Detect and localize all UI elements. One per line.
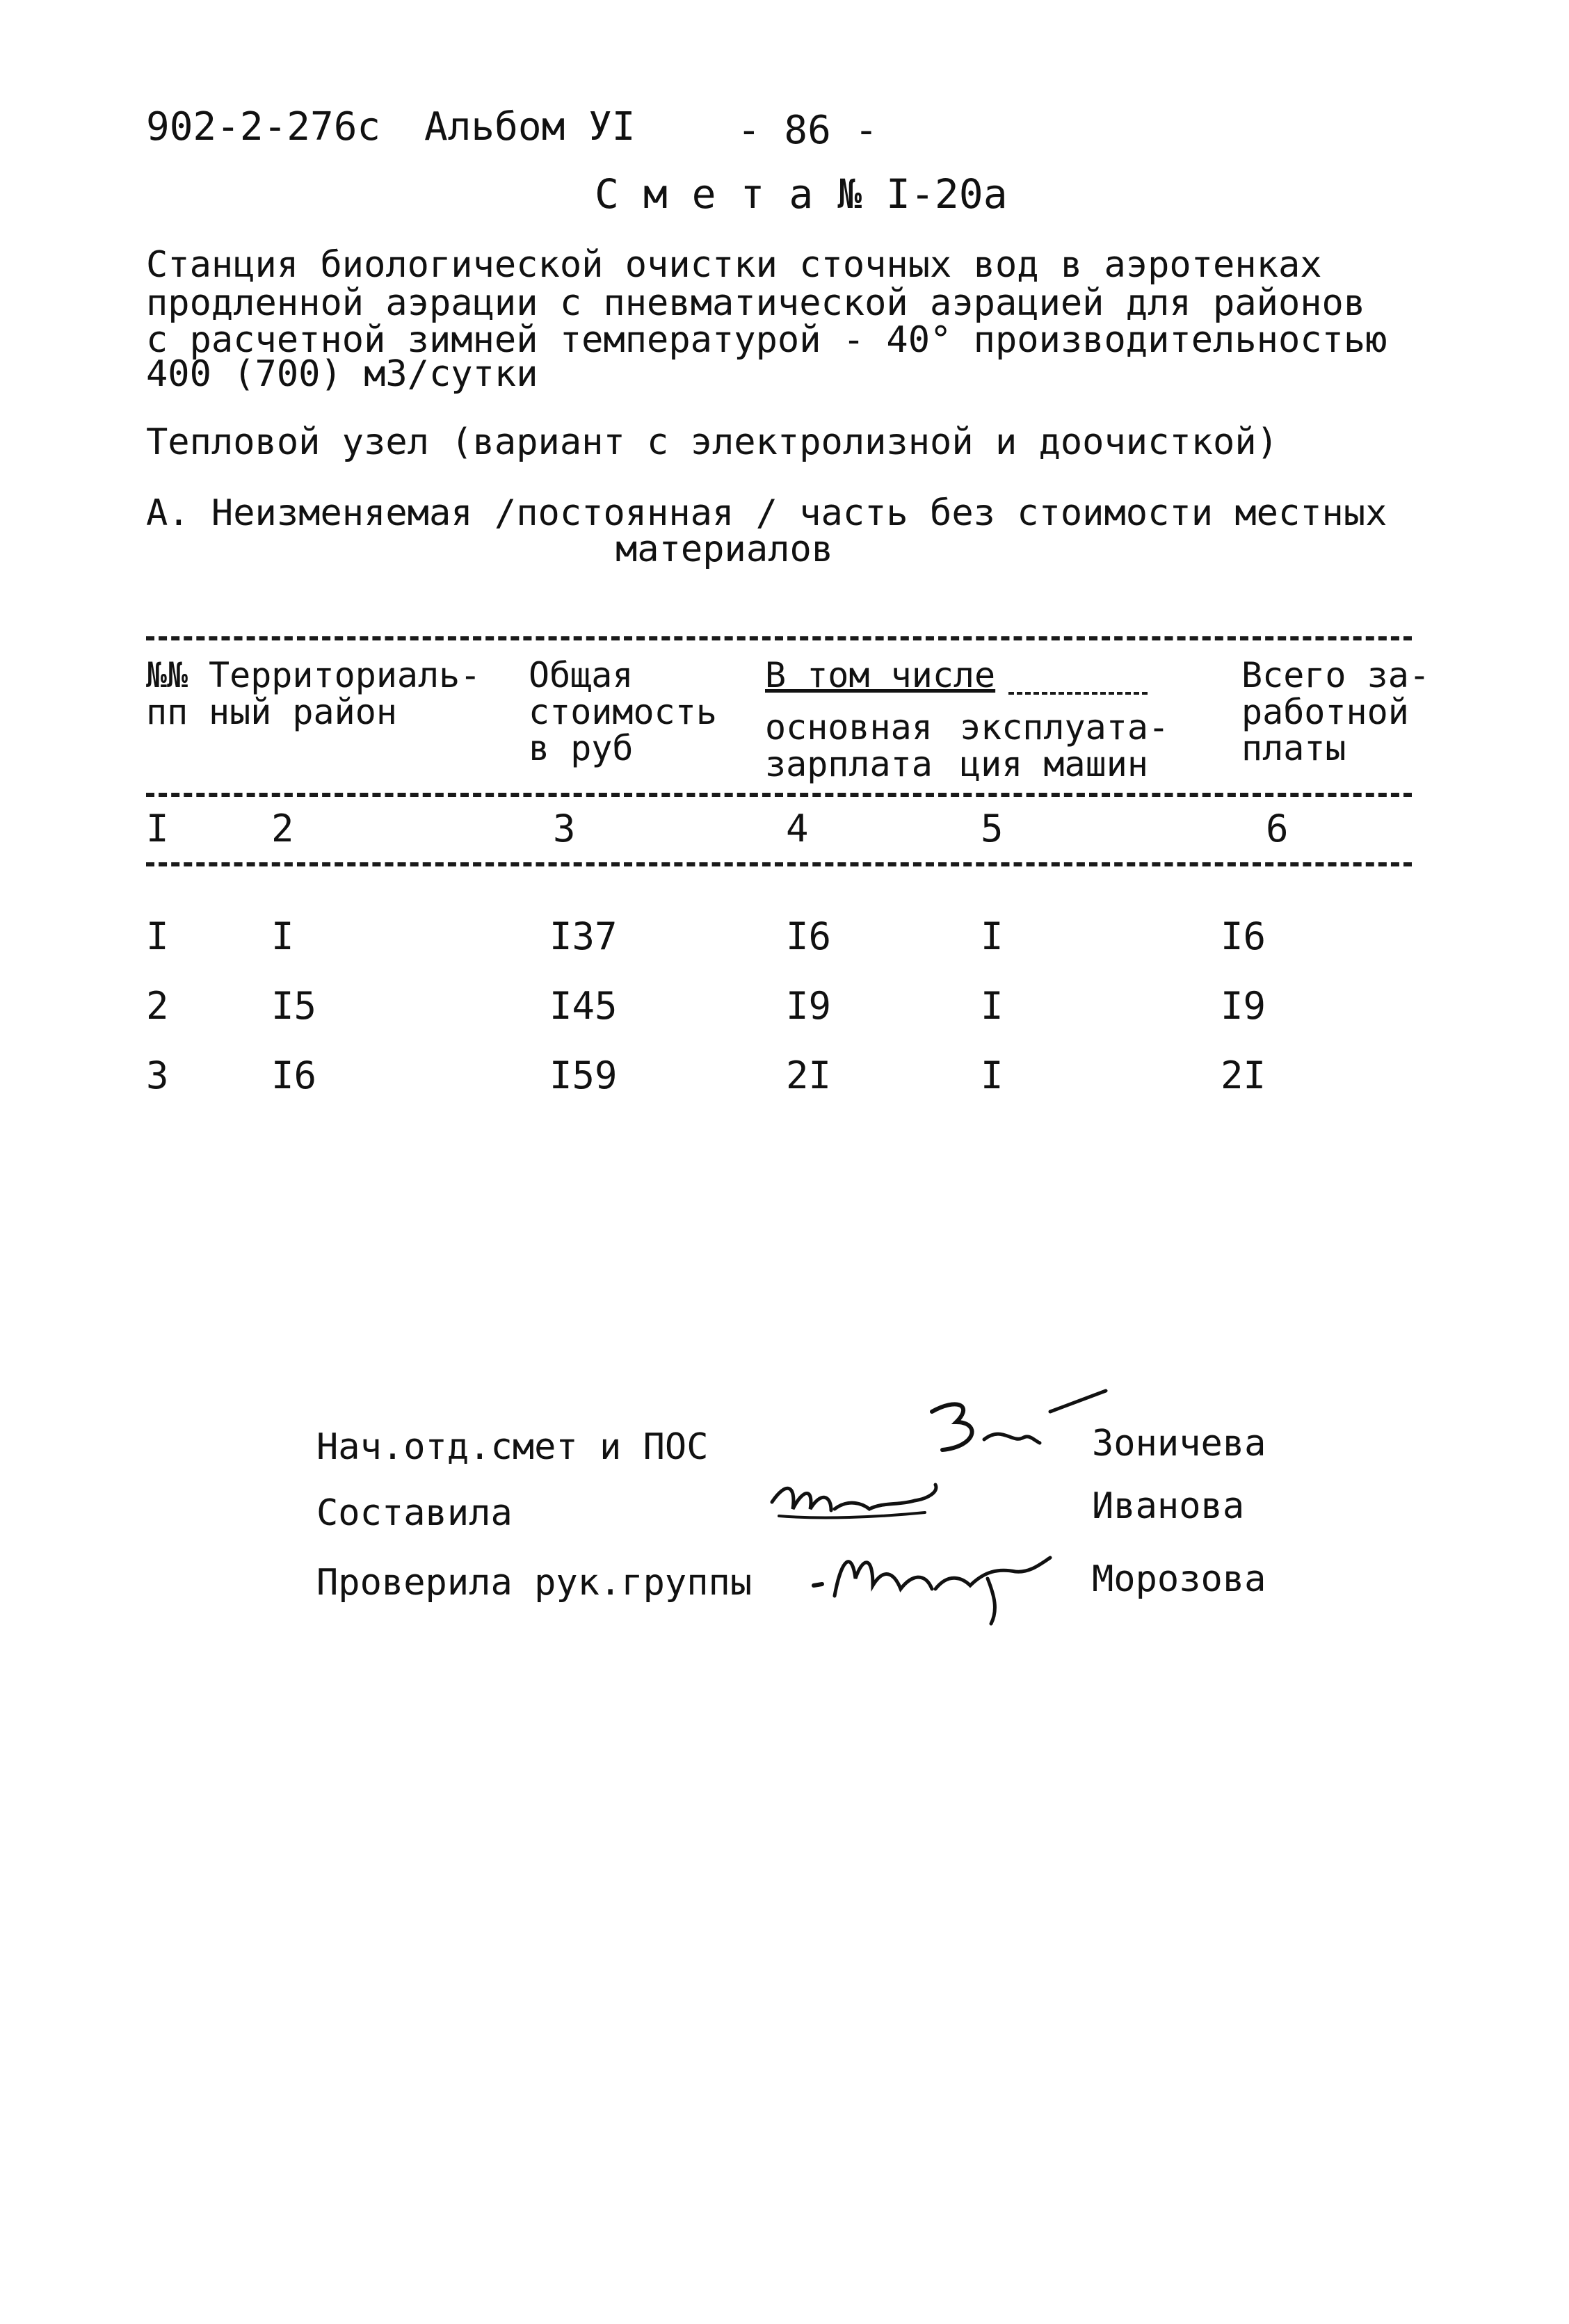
table-rule-top (146, 636, 1412, 640)
col-number-5: 5 (981, 807, 1004, 850)
row-1-salary: I6 (786, 914, 832, 958)
album-label: Альбом УI (424, 104, 636, 150)
signature-morozova (807, 1530, 1057, 1634)
description-line-3: с расчетной зимней температурой - 40° производительностью (146, 319, 1387, 361)
including-underline-dash (1008, 692, 1148, 695)
description-line-1: Станция биологической очистки сточных вод в аэротенках (146, 244, 1322, 286)
header-machine-operation: эксплуата- ция машин (960, 707, 1170, 784)
doc-code: 902-2-276c (146, 104, 381, 150)
col-number-6: 6 (1266, 807, 1289, 850)
row-1-total: I37 (549, 914, 618, 958)
col-number-4: 4 (786, 807, 809, 850)
row-1-machines: I (981, 914, 1004, 958)
subtitle: Тепловой узел (вариант с электролизной и доочисткой) (146, 421, 1278, 463)
header-basic-salary: основная зарплата (765, 707, 933, 784)
row-3-total: I59 (549, 1054, 618, 1097)
header-total-cost: Общая стоимость в руб (529, 655, 717, 768)
row-1-total-salary: I6 (1221, 914, 1266, 958)
section-line-1: А. Неизменяемая /постоянная / часть без стоимости местных (146, 492, 1387, 534)
header-total-salary: Всего за- работной платы (1241, 655, 1430, 768)
row-3-total-salary: 2I (1221, 1054, 1266, 1097)
row-2-num: 2 (146, 984, 169, 1028)
header-num: №№ пп (146, 655, 188, 732)
signature-name-3: Морозова (1092, 1558, 1266, 1600)
table-rule-numbers (146, 862, 1412, 866)
signature-name-2: Иванова (1092, 1485, 1245, 1527)
description-line-2: продленной аэрации с пневматической аэрацией для районов (146, 282, 1366, 324)
row-2-machines: I (981, 984, 1004, 1028)
header-including: В том числе (765, 655, 996, 695)
signature-role-1: Нач.отд.смет и ПОС (316, 1426, 709, 1468)
row-1-num: I (146, 914, 169, 958)
row-3-region: I6 (271, 1054, 317, 1097)
header-region: Территориаль- ный район (209, 655, 481, 732)
estimate-title: С м е т а № I-20а (595, 170, 1008, 218)
row-2-total: I45 (549, 984, 618, 1028)
page-number: - 86 - (737, 108, 878, 153)
col-number-2: 2 (271, 807, 294, 850)
row-2-region: I5 (271, 984, 317, 1028)
col-number-3: 3 (553, 807, 576, 850)
signature-role-2: Составила (316, 1492, 513, 1534)
row-2-salary: I9 (786, 984, 832, 1028)
signature-zonicheva (918, 1384, 1113, 1474)
row-3-salary: 2I (786, 1054, 832, 1097)
signature-name-1: Зоничева (1092, 1423, 1266, 1464)
description-line-4: 400 (700) м3/сутки (146, 353, 538, 395)
col-number-1: I (146, 807, 169, 850)
table-rule-header (146, 793, 1412, 797)
row-2-total-salary: I9 (1221, 984, 1266, 1028)
section-line-2: материалов (615, 528, 834, 570)
signature-role-3: Проверила рук.группы (316, 1562, 753, 1604)
row-1-region: I (271, 914, 294, 958)
row-3-num: 3 (146, 1054, 169, 1097)
row-3-machines: I (981, 1054, 1004, 1097)
